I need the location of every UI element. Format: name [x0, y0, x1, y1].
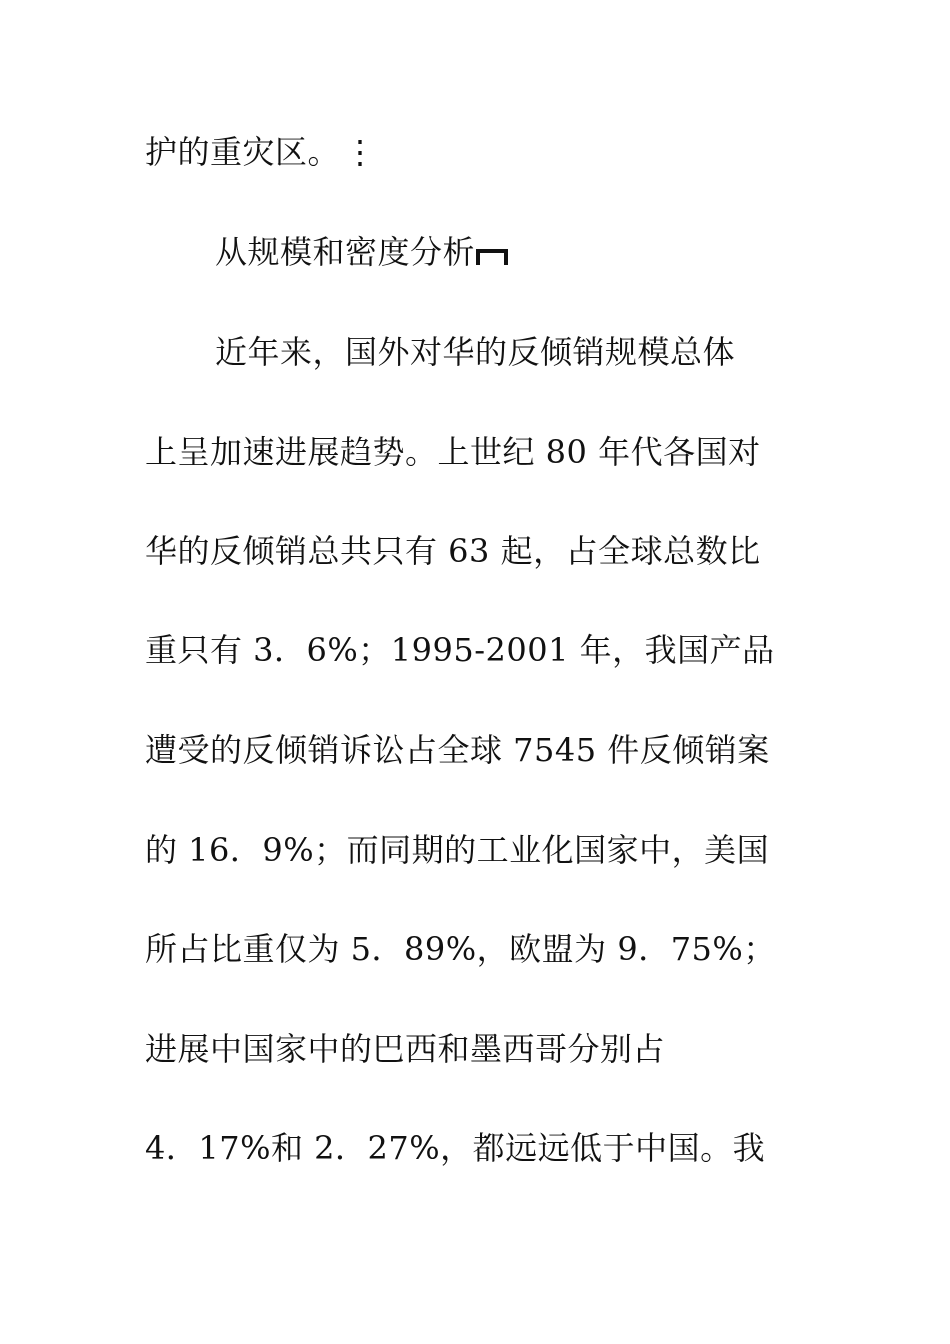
paragraph-line-2: 上呈加速进展趋势。上世纪 80 年代各国对 [145, 433, 761, 471]
section-heading-text: 从规模和密度分析 [215, 233, 476, 271]
vertical-ellipsis-mark: ⋮ [344, 133, 377, 171]
section-heading-line [215, 232, 509, 272]
paragraph-line-9: 4．17%和 2．27%，都远远低于中国。我 [145, 1129, 766, 1167]
paragraph-line-5: 遭受的反倾销诉讼占全球 7545 件反倾销案 [145, 731, 770, 769]
paragraph-line-1: 近年来，国外对华的反倾销规模总体 [215, 333, 736, 371]
paragraph-line-6: 的 16．9%；而同期的工业化国家中，美国 [145, 831, 770, 869]
text-line-1 [145, 132, 377, 172]
paragraph-line-7: 所占比重仅为 5．89%，欧盟为 9．75%； [145, 930, 776, 968]
bracket-mark-icon [475, 239, 509, 269]
paragraph-line-4: 重只有 3．6%；1995-2001 年，我国产品 [145, 631, 775, 669]
text-line-1-content: 护的重灾区。 [145, 133, 341, 171]
paragraph-line-8: 进展中国家中的巴西和墨西哥分别占 [145, 1030, 666, 1068]
paragraph-line-3: 华的反倾销总共只有 63 起，占全球总数比 [145, 532, 761, 570]
